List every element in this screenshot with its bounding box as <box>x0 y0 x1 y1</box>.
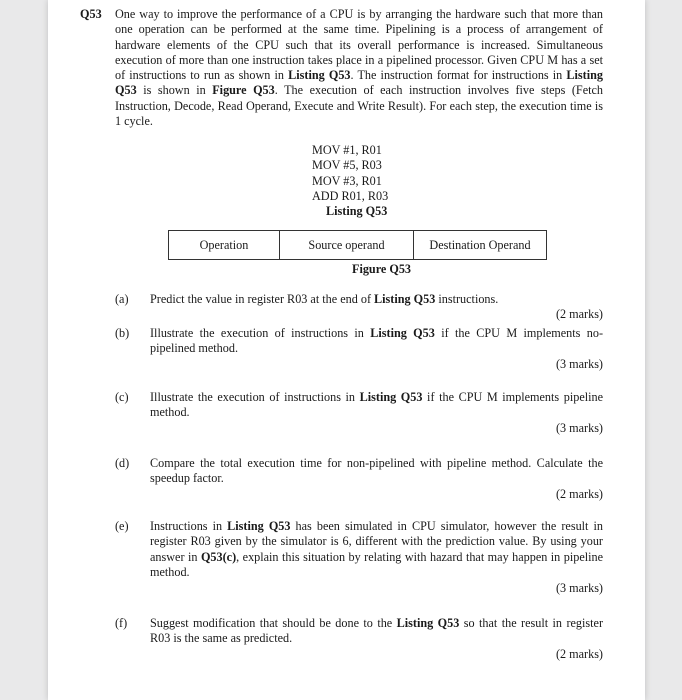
part-text: Instructions in Listing Q53 has been simulated in CPU simulator, however the result in register R03 given by the simulator is 6, different with the prediction value. By using your answer in Q53(c), explain this situation by relating with hazard that may happen in pipeline method. <box>150 519 604 579</box>
question-number: Q53 <box>80 7 102 21</box>
part-text: Illustrate the execution of instructions in Listing Q53 if the CPU M implements no-pipelined method. <box>150 326 604 356</box>
part-marks: (3 marks) <box>555 581 603 595</box>
table-row <box>169 231 547 260</box>
bold-reference: Listing Q53 <box>288 68 351 83</box>
part-label: (f) <box>115 616 128 630</box>
part-marks: (3 marks) <box>555 357 603 371</box>
part-c <box>115 390 603 436</box>
part-text: Illustrate the execution of instructions in Listing Q53 if the CPU M implements pipeline method. <box>150 390 603 420</box>
code-listing <box>312 143 388 219</box>
part-marks: (2 marks) <box>555 647 603 661</box>
bold-reference: Listing Q53 <box>374 292 436 306</box>
format-cell-source: Source operand <box>280 231 414 260</box>
bold-reference: Listing Q53 <box>115 68 603 98</box>
figure-caption: Figure Q53 <box>352 262 412 276</box>
part-text: Compare the total execution time for non-pipelined with pipeline method. Calculate the speedup factor. <box>150 456 603 486</box>
listing-line: MOV #5, R03 <box>312 158 382 173</box>
part-label: (e) <box>115 519 129 533</box>
part-a <box>115 292 603 322</box>
part-marks: (2 marks) <box>555 307 603 321</box>
bold-reference: Figure Q53 <box>212 83 275 98</box>
bold-reference: Listing Q53 <box>370 326 435 340</box>
part-label: (d) <box>115 456 130 470</box>
bold-reference: Listing Q53 <box>396 616 460 630</box>
part-e <box>115 519 603 597</box>
listing-line: MOV #1, R01 <box>312 143 382 157</box>
listing-line: MOV #3, R01 <box>312 173 382 188</box>
part-label: (c) <box>115 390 129 404</box>
listing-line: ADD R01, R03 <box>312 188 389 203</box>
listing-caption: Listing Q53 <box>326 204 388 219</box>
bold-reference: Listing Q53 <box>227 519 291 533</box>
part-b <box>115 326 603 372</box>
question-intro: One way to improve the performance of a CPU is by arranging the hardware such that more than one operation can be performed at the same time. Pipelining is a process of arrangement of hardware elements of the CPU such that its overall performance is increased. Simultaneous execution of more than one instruction takes place in a pipelined processor. Given CPU M has a set of instructions to run as shown in Listing Q53. The instruction format for instructions in Listing Q53 is shown in Figure Q53. The execution of each instruction involves five steps (Fetch Instruction, Decode, Read Operand, Execute and Write Result). For each step, the execution time is 1 cycle. <box>115 7 604 129</box>
part-marks: (3 marks) <box>555 421 603 435</box>
bold-reference: Q53(c) <box>200 549 237 564</box>
bold-reference: Listing Q53 <box>359 390 423 404</box>
format-cell-operation: Operation <box>169 231 280 260</box>
part-text: Predict the value in register R03 at the end of Listing Q53 instructions. <box>150 292 499 306</box>
part-label: (b) <box>115 326 130 340</box>
part-text: Suggest modification that should be done to the Listing Q53 so that the result in register R03 is the same as predicted. <box>150 616 603 646</box>
part-marks: (2 marks) <box>555 487 603 501</box>
instruction-format-table <box>168 230 547 260</box>
part-f <box>115 616 603 662</box>
format-cell-destination: Destination Operand <box>414 231 547 260</box>
part-label: (a) <box>115 292 129 306</box>
part-d <box>115 456 603 502</box>
